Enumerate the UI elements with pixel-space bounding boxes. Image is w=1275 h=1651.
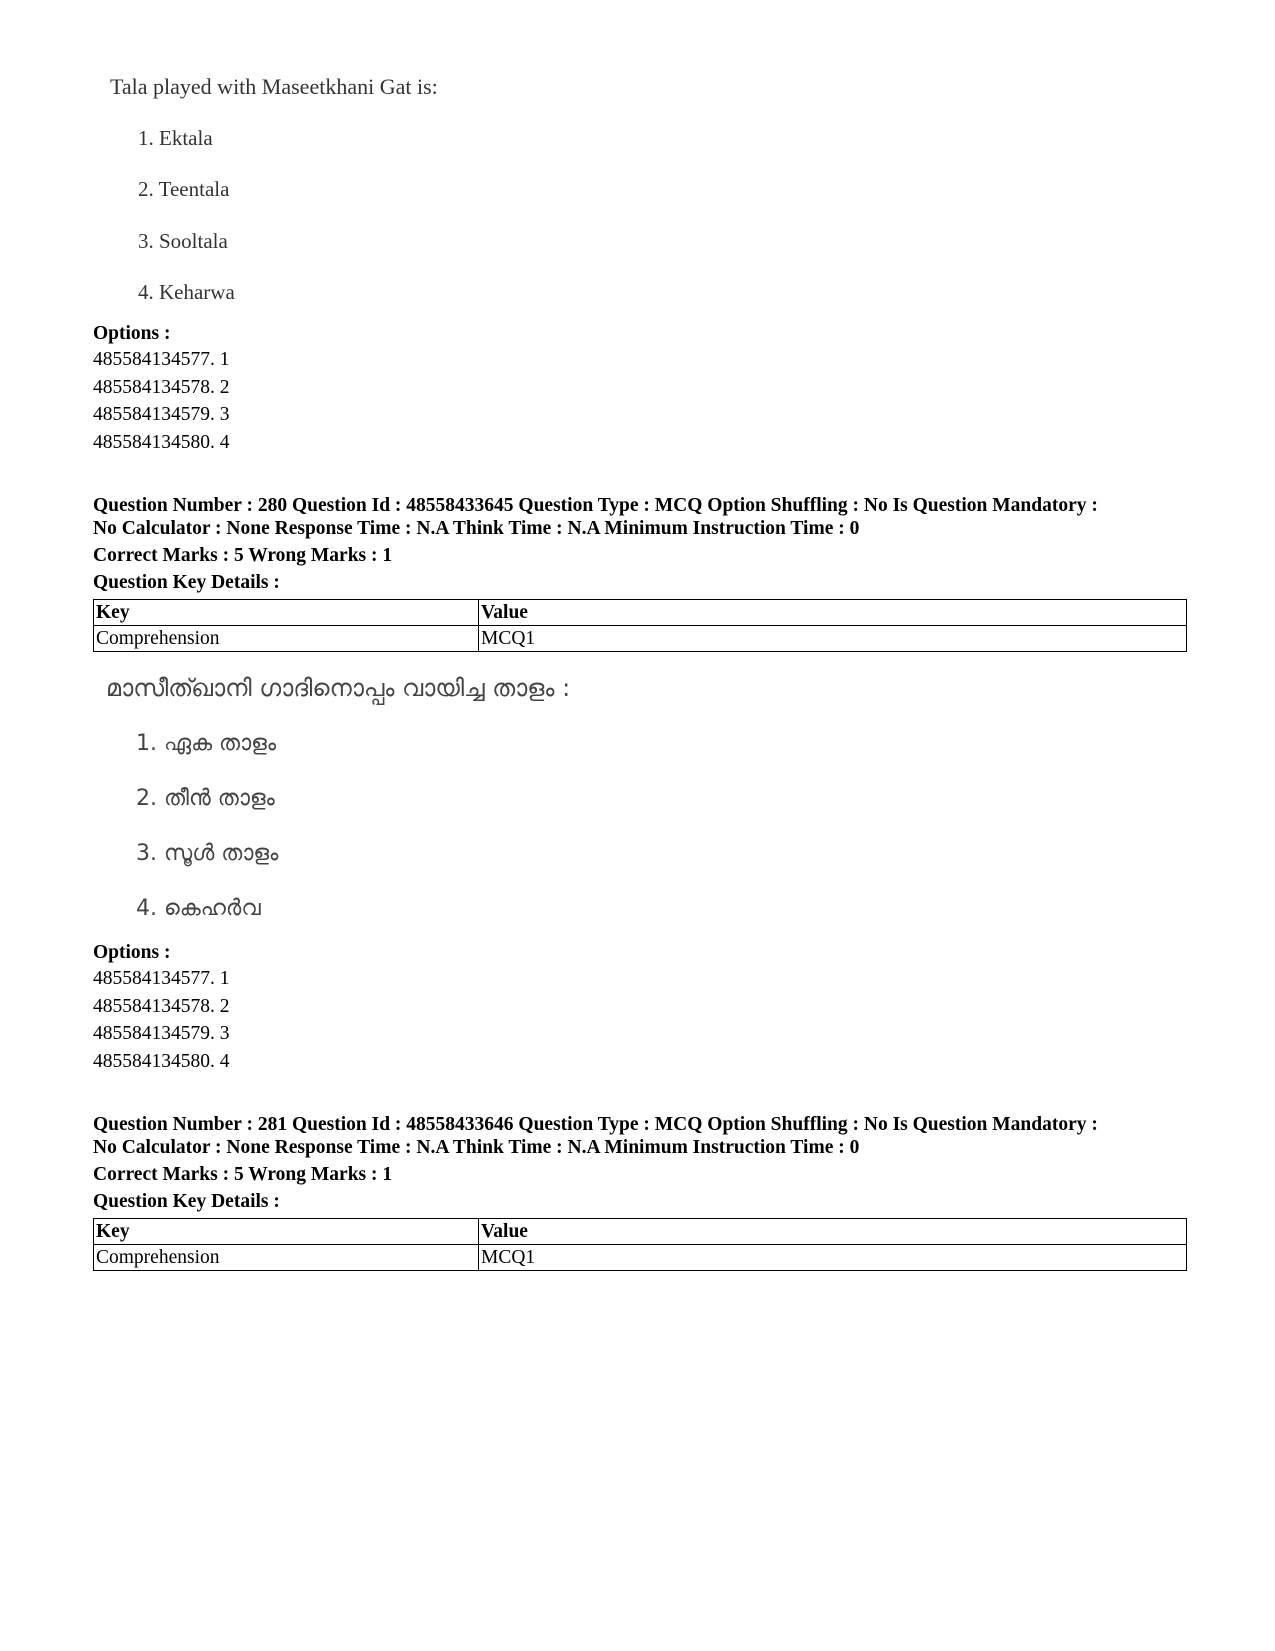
key-value-table	[93, 1218, 1187, 1271]
option-line: 485584134580. 4	[93, 1051, 230, 1072]
table-cell-key: Comprehension	[94, 626, 479, 652]
key-details-label: Question Key Details :	[93, 572, 280, 593]
table-header-row	[94, 1219, 1187, 1245]
table-header-key: Key	[94, 600, 479, 626]
choice-item: 3. സൂൾ താളം	[136, 841, 279, 866]
question-text-malayalam: മാസീത്ഖാനി ഗാദിനൊപ്പം വായിച്ച താളം :	[106, 674, 571, 702]
table-header-value: Value	[479, 1219, 1187, 1245]
choice-item: 2. Teentala	[138, 177, 230, 201]
table-cell-key: Comprehension	[94, 1245, 479, 1271]
choice-item: 4. കെഹർവ	[136, 896, 261, 921]
table-header-value: Value	[479, 600, 1187, 626]
choice-item: 3. Sooltala	[138, 229, 228, 253]
question-meta-line1: Question Number : 281 Question Id : 48558433646 Question Type : MCQ Option Shuffling : No Is Question Mandatory :	[93, 1114, 1098, 1135]
option-line: 485584134579. 3	[93, 1023, 230, 1044]
key-value-table	[93, 599, 1187, 652]
option-line: 485584134580. 4	[93, 432, 230, 453]
question-text: Tala played with Maseetkhani Gat is:	[110, 74, 438, 99]
table-row	[94, 1245, 1187, 1271]
option-line: 485584134578. 2	[93, 996, 230, 1017]
question-meta-line2: No Calculator : None Response Time : N.A Think Time : N.A Minimum Instruction Time : 0	[93, 1137, 860, 1158]
table-cell-value: MCQ1	[479, 626, 1187, 652]
options-label: Options :	[93, 323, 171, 344]
option-line: 485584134577. 1	[93, 968, 230, 989]
choice-item: 4. Keharwa	[138, 280, 235, 304]
option-line: 485584134577. 1	[93, 349, 230, 370]
choice-item: 1. Ektala	[138, 126, 213, 150]
marks-line: Correct Marks : 5 Wrong Marks : 1	[93, 1164, 393, 1185]
option-line: 485584134578. 2	[93, 377, 230, 398]
choice-item: 1. ഏക താളം	[136, 731, 277, 756]
options-label: Options :	[93, 942, 171, 963]
table-header-row	[94, 600, 1187, 626]
table-cell-value: MCQ1	[479, 1245, 1187, 1271]
choice-item: 2. തീൻ താളം	[136, 786, 275, 811]
table-row	[94, 626, 1187, 652]
table-header-key: Key	[94, 1219, 479, 1245]
option-line: 485584134579. 3	[93, 404, 230, 425]
key-details-label: Question Key Details :	[93, 1191, 280, 1212]
question-meta-line2: No Calculator : None Response Time : N.A Think Time : N.A Minimum Instruction Time : 0	[93, 518, 860, 539]
marks-line: Correct Marks : 5 Wrong Marks : 1	[93, 545, 393, 566]
question-meta-line1: Question Number : 280 Question Id : 48558433645 Question Type : MCQ Option Shuffling : No Is Question Mandatory :	[93, 495, 1098, 516]
